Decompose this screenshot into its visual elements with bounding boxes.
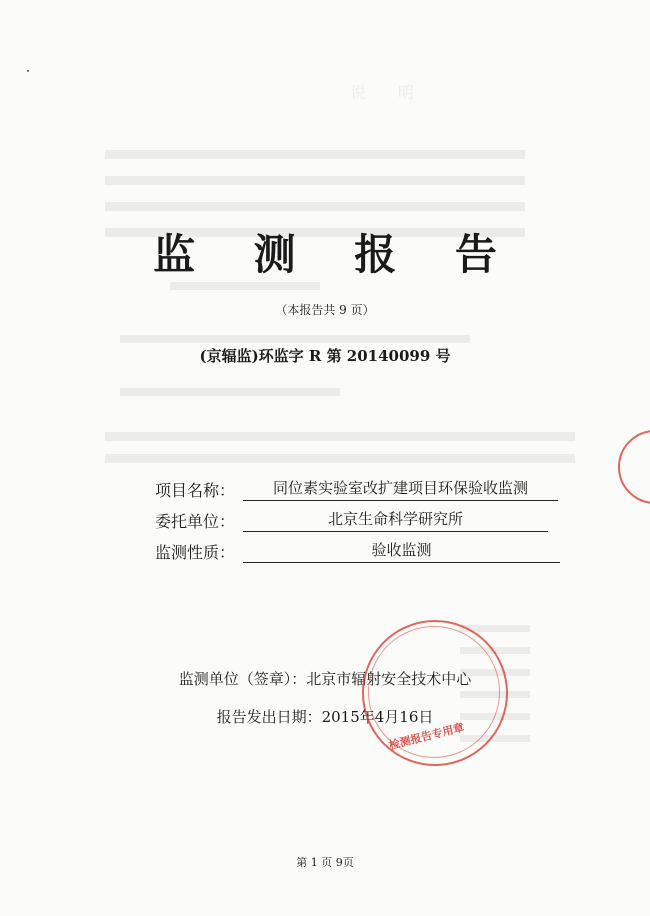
bleed-through-block — [170, 282, 320, 290]
field-label: 委托单位： — [155, 512, 236, 531]
field-label: 监测性质： — [155, 543, 236, 562]
paper-speck — [27, 70, 29, 72]
field-label: 项目名称： — [155, 481, 236, 500]
official-seal-text: 检测报告专用章 — [387, 720, 466, 753]
field-value: 北京生命科学研究所 — [243, 509, 548, 532]
monitoring-unit: 监测单位（签章）：北京市辐射安全技术中心 — [178, 670, 472, 688]
report-number: (京辐监)环监字 R 第 20140099 号 — [199, 347, 451, 365]
bleed-through-block — [105, 432, 575, 472]
issue-date: 报告发出日期：2015年4月16日 — [216, 708, 434, 726]
bleed-through-block — [120, 335, 470, 343]
bleed-through-block — [120, 388, 340, 396]
bleed-through-text: 说 明 — [350, 83, 415, 102]
page-footer: 第 1 页 9页 — [296, 856, 354, 869]
report-title: 监 测 报 告 — [153, 230, 519, 279]
field-value: 同位素实验室改扩建项目环保验收监测 — [243, 478, 558, 501]
page-count-note: （本报告共 9 页） — [275, 303, 375, 317]
field-value: 验收监测 — [243, 540, 560, 563]
edge-seal-icon — [618, 430, 650, 504]
